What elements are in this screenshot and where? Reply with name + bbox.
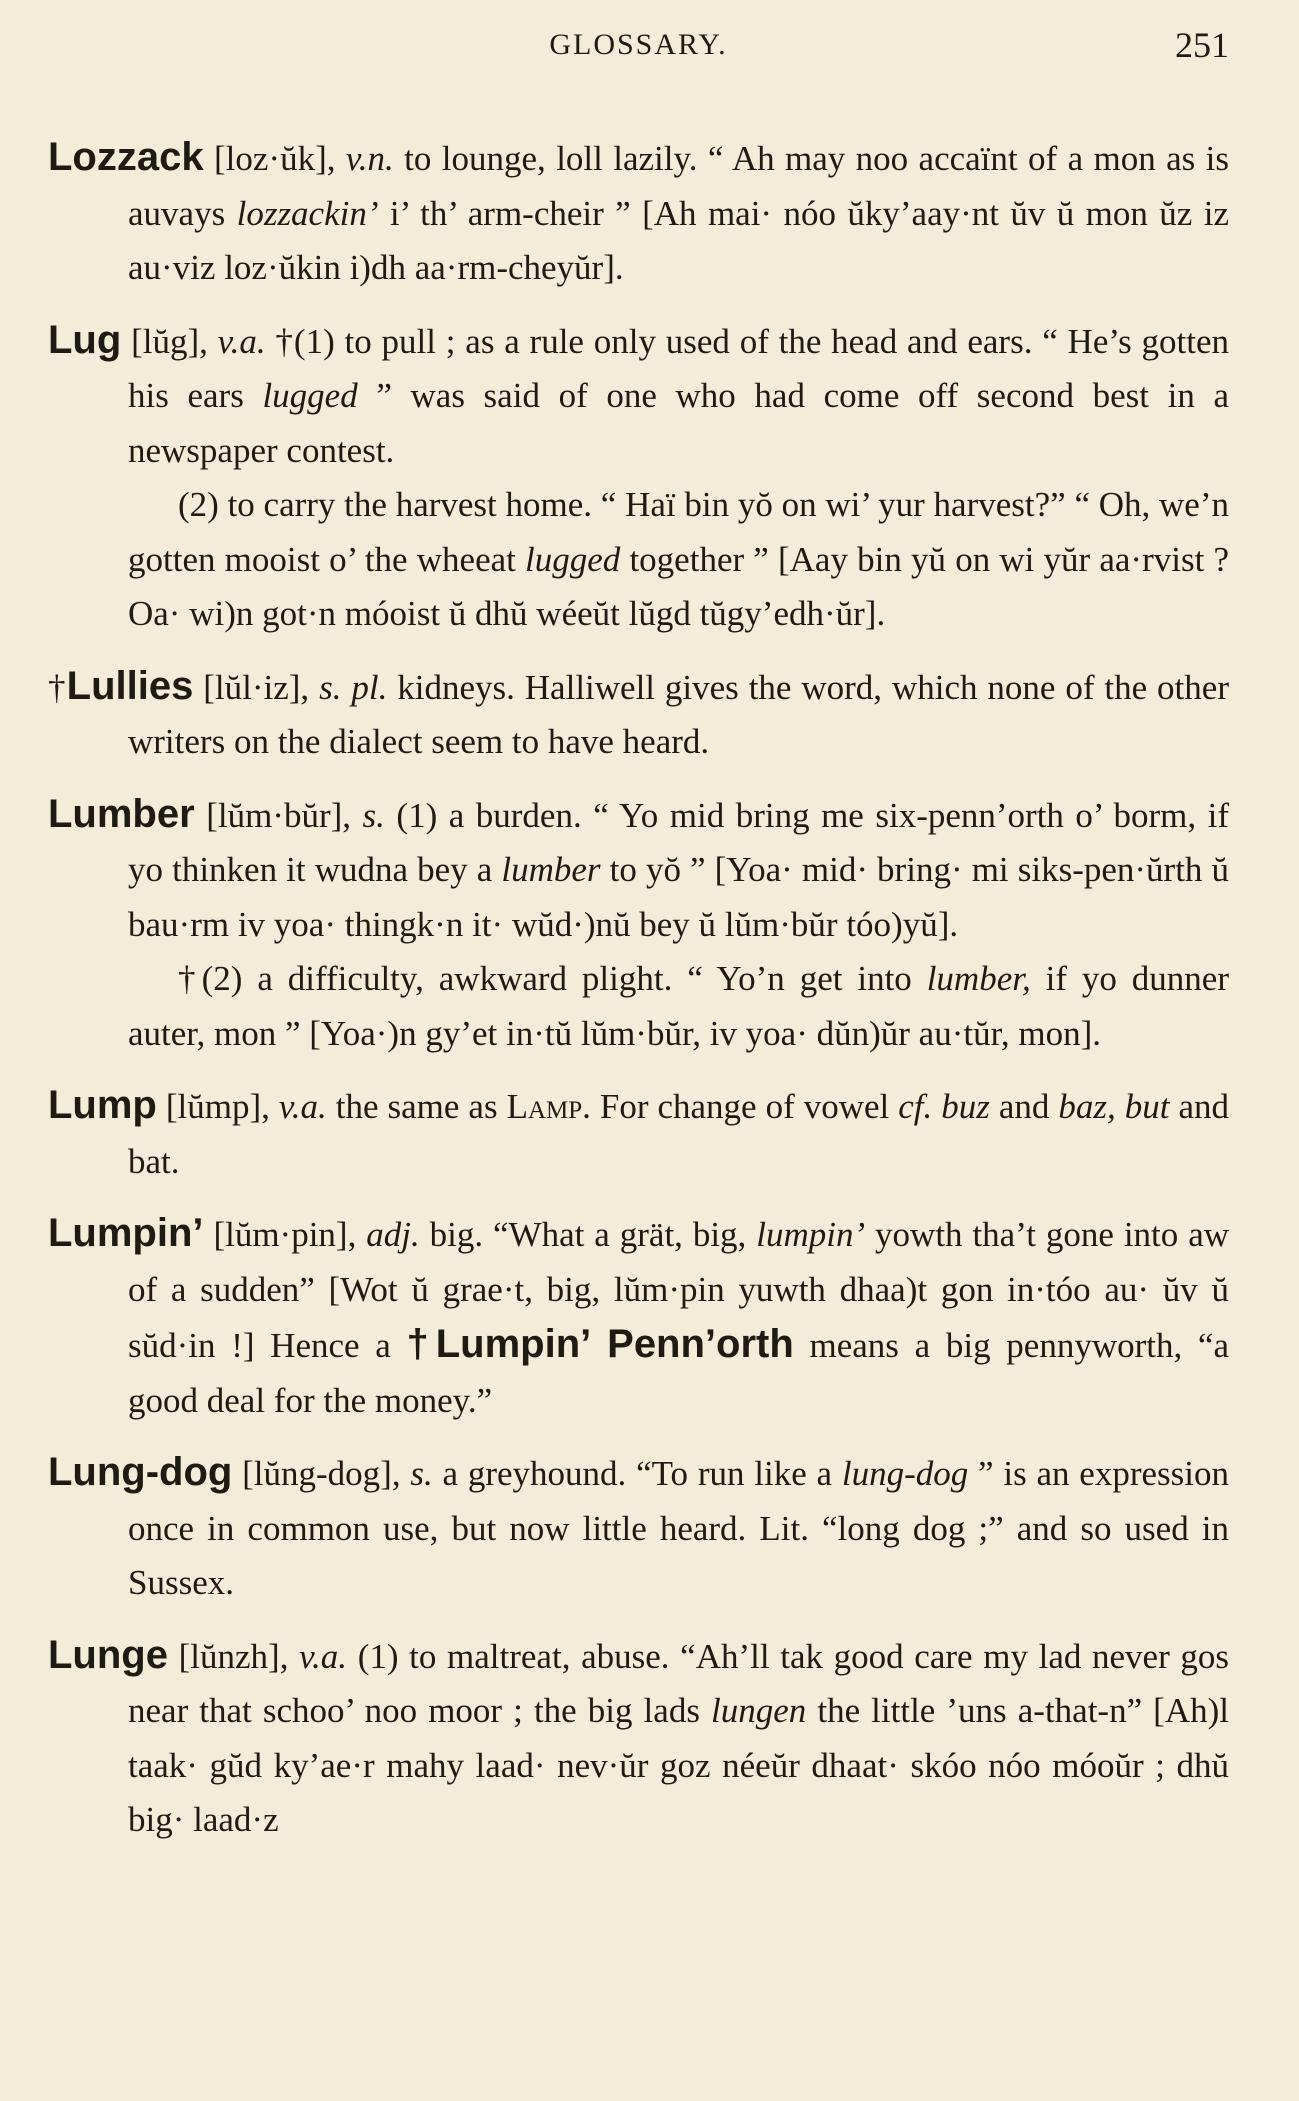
- glossary-entry-lug: Lug [lŭg], v.a. †(1) to pull ; as a rule only used of the head and ears. “ He’s gotten his ears lugged ” was said of one who had come off second best in a newspaper contest. (2) to carry the harvest home. “ Haï bin yŏ on wi’ yur harvest?” “ Oh, we’n gotten mooist o’ the wheeat lugged together ” [Aay bin yŭ on wi yŭr aa·rvist ? Oa· wi)n got·n móoist ŭ dhŭ wéeŭt lŭgd tŭgy’edh·ŭr].: [48, 313, 1229, 642]
- headword: Lung-dog: [48, 1450, 233, 1494]
- grammar-label: s.: [410, 1454, 433, 1493]
- sense-2: †(2) a difficulty, awkward plight. “ Yo’n get into lumber, if yo dunner auter, mon ” [Yoa·)n gy’et in·tŭ lŭm·bŭr, iv yoa· dŭn)ŭr au·tŭr, mon].: [128, 959, 1229, 1053]
- grammar-label: v.n.: [345, 139, 394, 178]
- glossary-entry-lozzack: Lozzack [loz·ŭk], v.n. to lounge, loll lazily. “ Ah may noo accaïnt of a mon as is auvays lozzackin’ i’ th’ arm-cheir ” [Ah mai· nóo ŭky’aay·nt ŭv ŭ mon ŭz iz au·viz loz·ŭkin i)dh aa·rm-cheyŭr].: [48, 135, 1229, 287]
- glossary-entry-lumpin: Lumpin’ [lŭm·pin], adj. big. “What a grät, big, lumpin’ yowth tha’t gone into aw of a sudden” [Wot ŭ grae·t, big, lŭm·pin yuwth dhaa)t gon in·tóo au· ŭv ŭ sŭd·in !] Hence a †Lumpin’ Penn’orth means a big pennyworth, “a good deal for the money.”: [48, 1211, 1230, 1420]
- glossary-entry-lunge: Lunge [lŭnzh], v.a. (1) to maltreat, abuse. “Ah’ll tak good care my lad never gos near that schoo’ noo moor ; the big lads lungen the little ’uns a-that-n” [Ah)l taak· gŭd ky’ae·r mahy laad· nev·ŭr goz néeŭr dhaat· skóo nóo móoŭr ; dhŭ big· laad·z: [48, 1632, 1229, 1839]
- sub-headword: †Lumpin’ Penn’orth: [406, 1322, 794, 1366]
- headword: Lumpin’: [48, 1211, 204, 1255]
- grammar-label: adj.: [366, 1215, 420, 1254]
- headword: Lump: [48, 1083, 157, 1127]
- glossary-entry-lumber: Lumber [lŭm·bŭr], s. (1) a burden. “ Yo mid bring me six-penn’orth o’ borm, if yo thinken it wudna bey a lumber to yŏ ” [Yoa· mid· bring· mi siks-pen·ŭrth ŭ bau·rm iv yoa· thingk·n it· wŭd·)nŭ bey ŭ lŭm·bŭr tóo)yŭ]. †(2) a difficulty, awkward plight. “ Yo’n get into lumber, if yo dunner auter, mon ” [Yoa·)n gy’et in·tŭ lŭm·bŭr, iv yoa· dŭn)ŭr au·tŭr, mon].: [48, 787, 1229, 1062]
- headword: Lug: [48, 317, 122, 362]
- dagger-mark: †: [48, 667, 67, 707]
- glossary-entry-lump: Lump [lŭmp], v.a. the same as Lamp. For change of vowel cf. buz and baz, but and bat.: [48, 1083, 1229, 1181]
- glossary-entry-lung-dog: Lung-dog [lŭng-dog], s. a greyhound. “To run like a lung-dog ” is an expression once in common use, but now little heard. Lit. “long dog ;” and so used in Sussex.: [48, 1450, 1229, 1602]
- glossary-entry-lullies: †Lullies [lŭl·iz], s. pl. kidneys. Halliwell gives the word, which none of the other writers on the dialect seem to have heard.: [48, 663, 1229, 761]
- grammar-label: v.a.: [299, 1636, 348, 1676]
- glossary-entries: [48, 130, 1229, 1848]
- page-header: [48, 24, 1229, 84]
- grammar-label: v.a.: [278, 1087, 327, 1126]
- headword: Lumber: [48, 791, 195, 836]
- grammar-label: s.: [362, 795, 385, 835]
- sense-2: (2) to carry the harvest home. “ Haï bin yŏ on wi’ yur harvest?” “ Oh, we’n gotten mooist o’ the wheeat lugged together ” [Aay bin yŭ on wi yŭr aa·rvist ? Oa· wi)n got·n móoist ŭ dhŭ wéeŭt lŭgd tŭgy’edh·ŭr].: [128, 485, 1229, 633]
- headword: Lunge: [48, 1632, 168, 1677]
- page-number: 251: [1175, 25, 1229, 65]
- headword: Lozzack: [48, 135, 204, 179]
- running-head: GLOSSARY.: [549, 28, 728, 61]
- grammar-label: s. pl.: [319, 667, 388, 707]
- grammar-label: v.a.: [217, 321, 266, 361]
- headword: Lullies: [66, 663, 194, 708]
- cross-reference: Lamp: [506, 1087, 583, 1126]
